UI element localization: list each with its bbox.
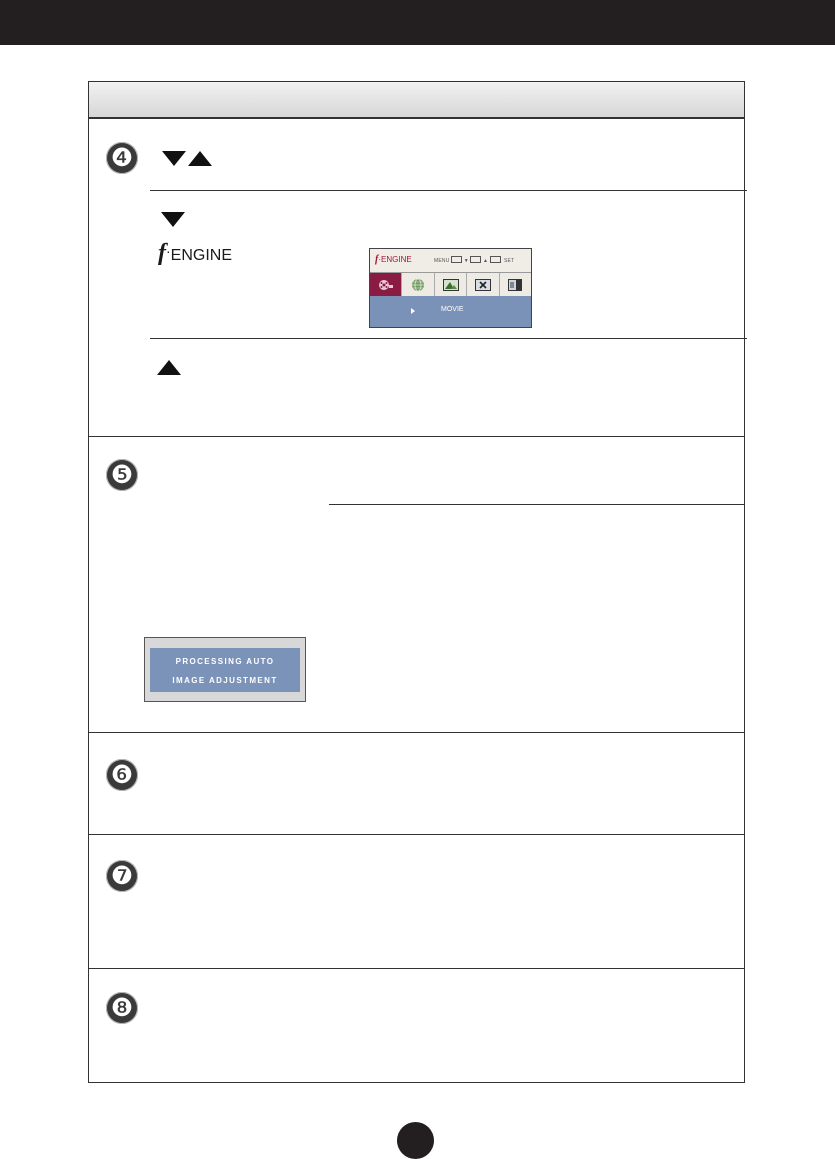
- page-number-dot: [397, 1122, 434, 1159]
- step-number-8: ❽: [106, 992, 138, 1024]
- triangle-up-icon: [188, 151, 212, 166]
- osd-mode-demo: [500, 273, 531, 296]
- top-bar: [0, 0, 835, 45]
- osd-mode-photo: [435, 273, 467, 296]
- processing-message-panel: [150, 648, 300, 692]
- frame-header: [89, 82, 744, 119]
- step-number-7: ❼: [106, 860, 138, 892]
- film-strip-icon: [508, 279, 522, 291]
- play-arrow-icon: [411, 308, 415, 314]
- fengine-dot: ·: [166, 243, 171, 259]
- osd-mode-internet: [402, 273, 434, 296]
- menu-key-icon: [451, 256, 462, 263]
- step-number-5: ❺: [106, 459, 138, 491]
- up-key-icon: [490, 256, 501, 263]
- fengine-label: [158, 240, 233, 266]
- osd-mode-icons: [370, 272, 531, 297]
- row-divider: [88, 117, 745, 118]
- film-reel-icon: [378, 279, 394, 291]
- osd-mode-name: MOVIE: [441, 306, 464, 313]
- content-frame: [88, 81, 745, 1083]
- fengine-osd-menu: [369, 248, 532, 328]
- step-number-6: ❻: [106, 759, 138, 791]
- sub-divider: [329, 504, 745, 505]
- globe-icon: [411, 278, 425, 292]
- row-divider: [88, 834, 745, 835]
- osd-mode-bar: [370, 296, 531, 327]
- triangle-up-icon: [157, 360, 181, 375]
- close-box-icon: [475, 279, 491, 291]
- row-divider: [88, 968, 745, 969]
- osd-set-label: SET: [503, 258, 515, 264]
- processing-message-box: [144, 637, 306, 702]
- osd-title-f: f: [375, 254, 379, 265]
- fengine-text: ENGINE: [170, 247, 233, 264]
- osd-mode-movie: [370, 273, 402, 296]
- triangle-down-icon: [162, 151, 186, 166]
- osd-mode-normal: [467, 273, 499, 296]
- osd-title: [375, 254, 412, 265]
- sub-divider: [150, 338, 747, 339]
- processing-line-2: IMAGE ADJUSTMENT: [172, 676, 278, 685]
- triangle-down-icon: [161, 212, 185, 227]
- down-key-icon: [470, 256, 481, 263]
- row-divider: [88, 732, 745, 733]
- osd-menu-label: MENU: [434, 258, 450, 264]
- processing-line-1: PROCESSING AUTO: [175, 657, 275, 666]
- fengine-f: f: [158, 240, 166, 266]
- landscape-icon: [443, 279, 459, 291]
- row-divider: [88, 436, 745, 437]
- osd-title-text: ·ENGINE: [378, 255, 412, 264]
- step-number-4: ❹: [106, 142, 138, 174]
- osd-controls: MENU ▼ ▲ SET: [434, 258, 515, 264]
- sub-divider: [150, 190, 747, 191]
